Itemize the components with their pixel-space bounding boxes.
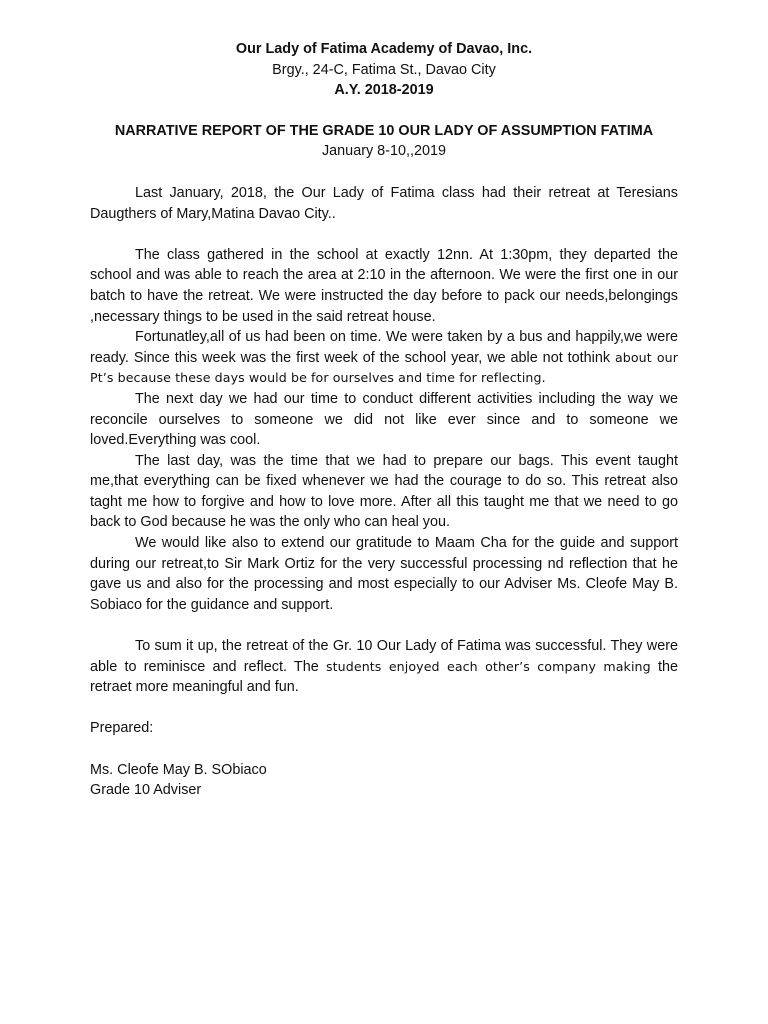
paragraph-activities: The next day we had our time to conduct different activities including the way we reconcile ourselves to someone we did not like ever since and to someone we loved.Everything was cool. xyxy=(90,390,678,449)
header-spacer xyxy=(90,101,678,121)
paragraph-last-day: The last day, was the time that we had to prepare our bags. This event taught me,that everything can be fixed whenever we had the courage to do so. This retreat also taght me how to forgive and how to love more. After all this taught me that we need to go back to God because he was the only who can heal you. xyxy=(90,452,678,531)
paragraph-conclusion-text: To sum it up, the retreat of the Gr. 10 Our Lady of Fatima was successful. They were able to reminisce and reflect. The xyxy=(90,638,678,675)
paragraph-departure: The class gathered in the school at exactly 12nn. At 1:30pm, they departed the school and was able to reach the area at 2:10 in the afternoon. We were the first one in our batch to have the retreat. We were instructed the day before to pack our needs,belongings ,necessary things to be used in the said retreat house. xyxy=(90,246,678,325)
heading-spacer xyxy=(90,162,678,183)
paragraph-conclusion xyxy=(90,636,678,698)
signatory-name: Ms. Cleofe May B. SObiaco xyxy=(90,761,267,778)
report-title: NARRATIVE REPORT OF THE GRADE 10 OUR LADY OF ASSUMPTION FATIMA xyxy=(114,122,654,139)
paragraph-conclusion-soft-text: students enjoyed each other’s company making xyxy=(325,658,651,674)
paragraph-conclusion-tail: the retraet more meaningful and fun. xyxy=(90,658,678,696)
prepared-label: Prepared: xyxy=(90,720,154,737)
paragraph-gratitude: We would like also to extend our gratitude to Maam Cha for the guide and support during our retreat,to Sir Mark Ortiz for the very successful processing nd reflection that he gave us and also for the processing and most especially to our Adviser Ms. Cleofe May B. Sobiaco for the guidance and support. xyxy=(90,535,678,613)
signatory-position: Grade 10 Adviser xyxy=(90,782,202,799)
paragraph-bus-ride-soft-text: about our Pt’s because these days would be for ourselves and time for reflecting. xyxy=(90,349,678,386)
academic-year: A.Y. 2018-2019 xyxy=(334,82,434,99)
document-header xyxy=(90,39,678,101)
paragraph-bus-ride-text: Fortunatley,all of us had been on time. We were taken by a bus and happily,we were ready. Since this week was the first week of the school year, we able not tothink xyxy=(90,329,678,366)
school-name: Our Lady of Fatima Academy of Davao, Inc. xyxy=(235,41,533,57)
paragraph-intro: Last January, 2018, the Our Lady of Fatima class had their retreat at Teresians Daugthers of Mary,Matina Davao City.. xyxy=(90,184,678,222)
paragraph-bus-ride xyxy=(90,327,678,389)
school-address: Brgy., 24-C, Fatima St., Davao City xyxy=(272,61,496,78)
report-heading xyxy=(90,121,678,162)
report-date: January 8-10,,2019 xyxy=(321,143,446,160)
document-page xyxy=(90,39,678,801)
